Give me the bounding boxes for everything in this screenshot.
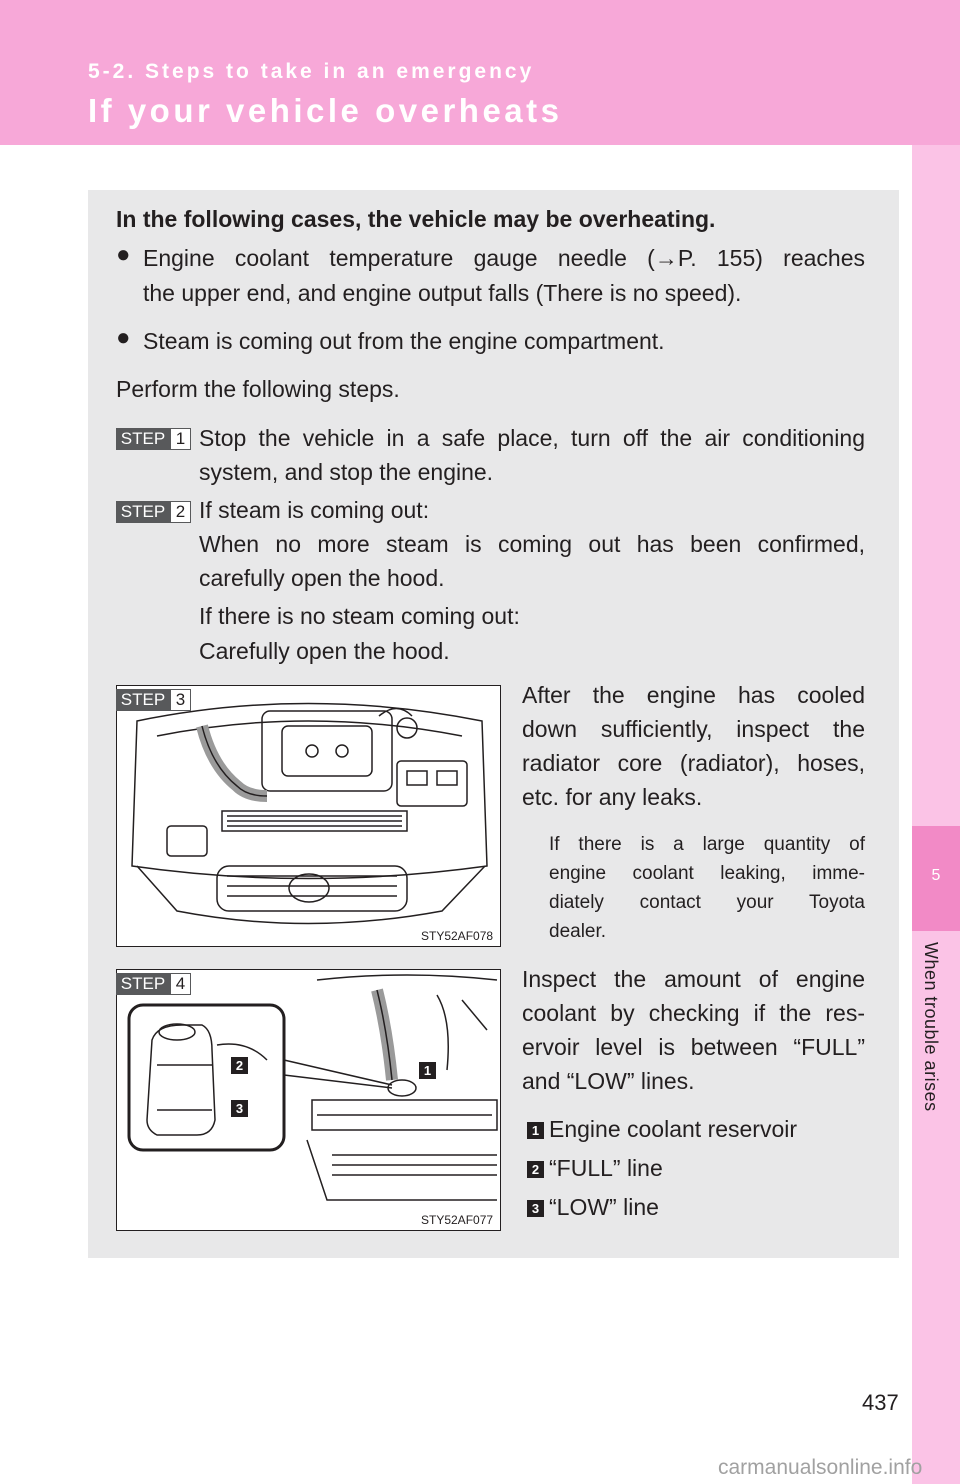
step-2-line-5: Carefully open the hood.	[199, 638, 450, 664]
bullet-1-line-1: Engine coolant temperature gauge needle (→P. 155) reaches	[143, 245, 865, 271]
legend-3-icon: 3	[527, 1200, 544, 1217]
step-number: 4	[170, 973, 191, 995]
step-2-line-2: When no more steam is coming out has been confirmed,	[199, 531, 865, 557]
bullet-2-text: Steam is coming out from the engine compartment.	[143, 328, 665, 354]
step-3-line-4: etc. for any leaks.	[522, 784, 703, 810]
figure-code: STY52AF077	[421, 1213, 494, 1227]
bullet-icon: ●	[116, 324, 131, 351]
step-3-note-1: If there is a large quantity of	[549, 834, 865, 855]
step-3-note-3: diately contact your Toyota	[549, 892, 865, 913]
step-3-line-1: After the engine has cooled	[522, 682, 865, 708]
perform-text: Perform the following steps.	[116, 376, 400, 402]
chapter-title: When trouble arises	[921, 942, 941, 1112]
legend-3-label: “LOW” line	[549, 1194, 659, 1220]
legend-1-label: Engine coolant reservoir	[549, 1116, 798, 1142]
callout-2-icon: 2	[231, 1057, 248, 1074]
step-3-badge	[116, 689, 191, 711]
watermark: carmanualsonline.info	[718, 1456, 923, 1479]
page-number: 437	[862, 1390, 899, 1415]
page-title: If your vehicle overheats	[88, 92, 563, 129]
step-label: STEP	[116, 428, 170, 450]
coolant-reservoir-figure	[116, 969, 501, 1231]
step-3-note-2: engine coolant leaking, imme-	[549, 863, 865, 884]
step-3-line-2: down sufficiently, inspect the	[522, 716, 865, 742]
step-label: STEP	[116, 689, 170, 711]
step-3-line-3: radiator core (radiator), hoses,	[522, 750, 865, 776]
bullet-icon: ●	[116, 241, 131, 268]
step-number: 1	[170, 428, 191, 450]
figure-code: STY52AF078	[421, 929, 494, 943]
step-4-line-4: and “LOW” lines.	[522, 1068, 695, 1094]
step-label: STEP	[116, 973, 170, 995]
step-number: 3	[170, 689, 191, 711]
step-1-line-2: system, and stop the engine.	[199, 459, 494, 485]
step-4-line-3: ervoir level is between “FULL”	[522, 1034, 865, 1060]
step-2-badge	[116, 501, 191, 523]
engine-bay-figure	[116, 685, 501, 947]
chapter-sidebar	[912, 145, 960, 1484]
chapter-tab[interactable]: 5	[912, 826, 960, 931]
step-number: 2	[170, 501, 191, 523]
intro-text: In the following cases, the vehicle may be overheating.	[116, 206, 716, 232]
step-4-line-2: coolant by checking if the res-	[522, 1000, 865, 1026]
step-4-badge	[116, 973, 191, 995]
step-2-line-1: If steam is coming out:	[199, 497, 430, 523]
engine-bay-illustration	[117, 686, 500, 946]
legend-2-icon: 2	[527, 1161, 544, 1178]
callout-3-icon: 3	[231, 1100, 248, 1117]
callout-1-icon: 1	[419, 1062, 436, 1079]
step-2-line-3: carefully open the hood.	[199, 565, 445, 591]
step-3-note-4: dealer.	[549, 921, 607, 942]
section-heading: 5-2. Steps to take in an emergency	[88, 60, 535, 83]
step-4-line-1: Inspect the amount of engine	[522, 966, 865, 992]
step-2-line-4: If there is no steam coming out:	[199, 603, 520, 629]
coolant-reservoir-illustration	[117, 970, 500, 1230]
bullet-1-line-2: the upper end, and engine output falls (There is no speed).	[143, 280, 742, 306]
legend-2-label: “FULL” line	[549, 1155, 663, 1181]
step-1-line-1: Stop the vehicle in a safe place, turn off the air conditioning	[199, 425, 865, 451]
step-1-badge	[116, 428, 191, 450]
step-label: STEP	[116, 501, 170, 523]
legend-1-icon: 1	[527, 1122, 544, 1139]
